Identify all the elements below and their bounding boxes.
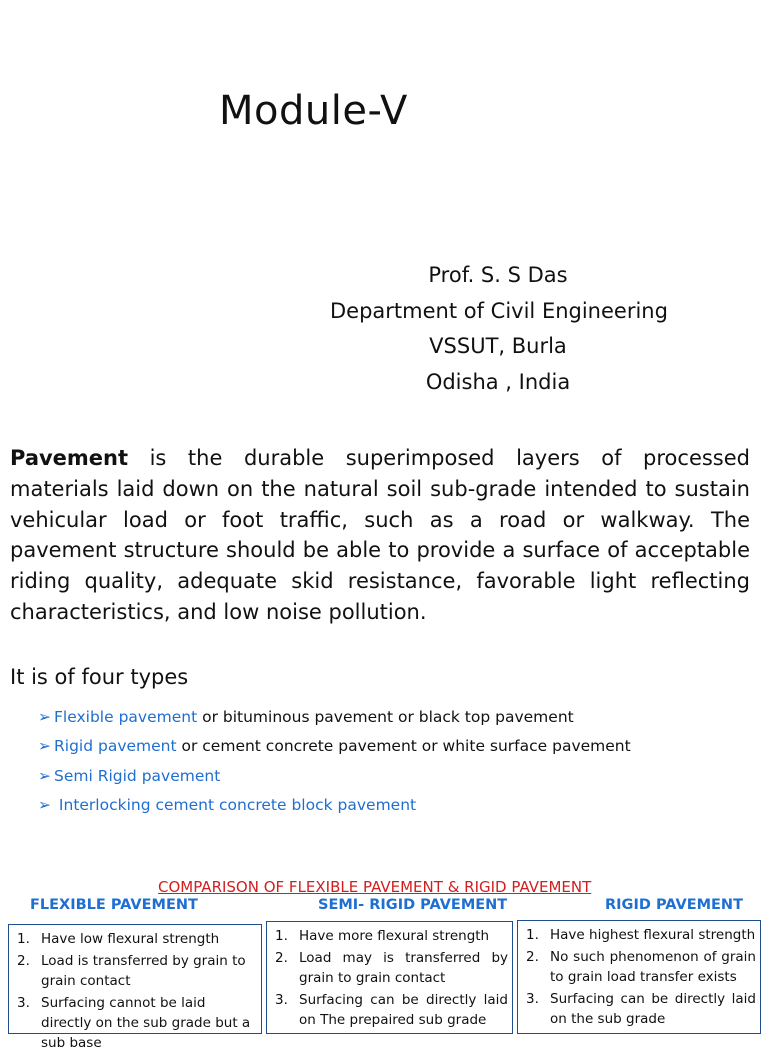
flexible-pavement-box: [8, 924, 262, 1051]
point-number: 3.: [275, 992, 288, 1008]
point-text: Surfacing cannot be laid directly on the sub grade but a sub base: [41, 995, 251, 1051]
author-name: Prof. S. S Das: [428, 263, 568, 287]
author-block: [330, 258, 666, 400]
point-number: 1.: [526, 927, 539, 943]
point-text: Have low flexural strength: [41, 931, 220, 947]
point-number: 1.: [275, 928, 288, 944]
list-item: [9, 929, 257, 949]
rigid-points-list: [518, 921, 760, 1029]
arrow-bullet-icon: ➢: [38, 708, 51, 726]
author-department: Department of Civil Engineering: [330, 298, 668, 323]
arrow-bullet-icon: ➢: [38, 766, 51, 785]
point-text: No such phenomenon of grain to grain load transfer exists: [550, 949, 756, 985]
list-item: [38, 703, 631, 732]
pavement-definition-text: is the durable superimposed layers of processed materials laid down on the natural soil sub-grade intended to sustain vehicular load or foot traffic, such as a road or walkway. The pavement structure should be able to provide a surface of acceptable riding quality, adequate skid resistance, favorable light reflecting characteristics, and low noise pollution.: [10, 446, 750, 624]
list-item: [267, 926, 508, 946]
semi-rigid-pavement-box: [266, 921, 513, 1034]
type-name: Flexible pavement: [54, 708, 198, 726]
list-item: [9, 993, 257, 1053]
list-item: [518, 947, 756, 987]
point-text: Surfacing can be directly laid on the sub grade: [550, 991, 756, 1027]
type-description: or cement concrete pavement or white surface pavement: [176, 737, 631, 756]
list-item: [38, 762, 631, 791]
point-number: 2.: [17, 953, 30, 969]
point-text: Surfacing can be directly laid on The prepaired sub grade: [299, 992, 508, 1028]
arrow-bullet-icon: ➢: [38, 795, 51, 814]
author-institution: VSSUT, Burla: [429, 334, 567, 358]
column-header-flexible: FLEXIBLE PAVEMENT: [30, 897, 198, 913]
pavement-term: Pavement: [10, 446, 129, 470]
point-number: 2.: [526, 949, 539, 965]
list-item: [518, 925, 756, 945]
list-item: [38, 732, 631, 761]
point-text: Load may is transferred by grain to grain contact: [299, 950, 508, 986]
types-heading: It is of four types: [10, 665, 189, 689]
point-text: Load is transferred by grain to grain contact: [41, 953, 246, 989]
author-location: Odisha , India: [425, 369, 571, 394]
point-number: 3.: [17, 995, 30, 1011]
comparison-title: COMPARISON OF FLEXIBLE PAVEMENT & RIGID PAVEMENT: [158, 878, 592, 896]
column-header-semi-rigid: SEMI- RIGID PAVEMENT: [318, 897, 508, 913]
point-number: 2.: [275, 950, 288, 966]
semi-rigid-points-list: [267, 922, 512, 1030]
point-text: Have highest flexural strength: [550, 927, 756, 943]
type-name: Interlocking cement concrete block pavement: [54, 795, 417, 814]
rigid-pavement-box: [517, 920, 761, 1034]
point-number: 1.: [17, 931, 30, 947]
list-item: [518, 989, 756, 1029]
arrow-bullet-icon: ➢: [38, 737, 51, 756]
module-title: Module-V: [219, 88, 408, 134]
type-name: Rigid pavement: [54, 737, 177, 756]
types-list: [38, 703, 631, 820]
type-description: or bituminous pavement or black top pavement: [197, 708, 574, 726]
flexible-points-list: [9, 925, 261, 1053]
pavement-definition: [10, 443, 750, 628]
column-header-rigid: RIGID PAVEMENT: [605, 897, 743, 913]
list-item: [267, 948, 508, 988]
point-text: Have more flexural strength: [299, 928, 490, 944]
list-item: [9, 951, 257, 991]
type-name: Semi Rigid pavement: [54, 766, 221, 785]
point-number: 3.: [526, 991, 539, 1007]
list-item: [267, 990, 508, 1030]
list-item: [38, 791, 631, 820]
